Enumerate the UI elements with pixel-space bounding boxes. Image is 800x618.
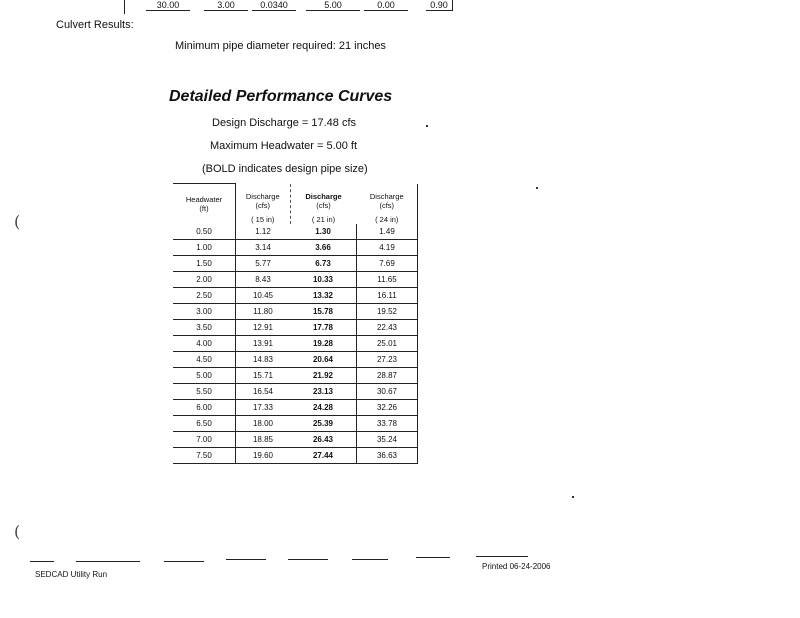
- culvert-results-label: Culvert Results:: [56, 19, 134, 31]
- discharge-21-cell: 17.78: [290, 320, 357, 336]
- discharge-24-cell: 33.78: [357, 416, 418, 432]
- discharge-24-cell: 22.43: [357, 320, 418, 336]
- header-line: ( 24 in): [375, 215, 399, 224]
- table-row: [173, 224, 418, 240]
- header-line: ( 21 in): [311, 215, 336, 224]
- table-row: [173, 368, 418, 384]
- performance-table: [173, 183, 418, 464]
- header-discharge-15: [236, 184, 291, 225]
- table-row: [173, 416, 418, 432]
- header-line: Discharge: [369, 192, 404, 201]
- discharge-15-cell: 5.77: [236, 256, 291, 272]
- discharge-15-cell: 11.80: [236, 304, 291, 320]
- headwater-cell: 6.50: [173, 416, 236, 432]
- table-row: [173, 336, 418, 352]
- scan-speck: [426, 125, 428, 127]
- headwater-cell: 5.50: [173, 384, 236, 400]
- discharge-21-cell: 23.13: [290, 384, 357, 400]
- headwater-cell: 2.50: [173, 288, 236, 304]
- discharge-21-cell: 21.92: [290, 368, 357, 384]
- headwater-cell: 2.00: [173, 272, 236, 288]
- discharge-15-cell: 18.85: [236, 432, 291, 448]
- discharge-21-cell: 6.73: [290, 256, 357, 272]
- discharge-21-cell: 1.30: [290, 224, 357, 240]
- discharge-21-cell: 13.32: [290, 288, 357, 304]
- discharge-24-cell: 11.65: [357, 272, 418, 288]
- header-discharge-21: [290, 184, 357, 225]
- max-headwater: Maximum Headwater = 5.00 ft: [210, 140, 358, 152]
- footer-rule: [226, 559, 266, 560]
- discharge-15-cell: 1.12: [236, 224, 291, 240]
- footer-rule: [164, 561, 204, 562]
- discharge-24-cell: 1.49: [357, 224, 418, 240]
- cell: 0.00: [364, 0, 408, 11]
- discharge-21-cell: 19.28: [290, 336, 357, 352]
- discharge-21-cell: 26.43: [290, 432, 357, 448]
- header-line: ( 15 in): [251, 215, 275, 224]
- scan-speck: [572, 496, 574, 498]
- headwater-cell: 3.50: [173, 320, 236, 336]
- header-discharge-24: [357, 184, 418, 225]
- discharge-15-cell: 8.43: [236, 272, 291, 288]
- headwater-cell: 3.00: [173, 304, 236, 320]
- header-line: (ft): [199, 204, 209, 213]
- discharge-15-cell: 19.60: [236, 448, 291, 464]
- footer-rule: [476, 556, 528, 557]
- discharge-15-cell: 10.45: [236, 288, 291, 304]
- headwater-cell: 0.50: [173, 224, 236, 240]
- table-body: [173, 224, 418, 464]
- footer-rule: [352, 559, 388, 560]
- discharge-24-cell: 16.11: [357, 288, 418, 304]
- cell: 0.90: [426, 0, 453, 11]
- headwater-cell: 7.50: [173, 448, 236, 464]
- discharge-24-cell: 35.24: [357, 432, 418, 448]
- header-line: (cfs): [379, 201, 395, 210]
- table-header-row: [173, 184, 418, 225]
- footer-right: Printed 06-24-2006: [482, 562, 551, 571]
- table-row: [173, 352, 418, 368]
- cell: 5.00: [306, 0, 360, 11]
- headwater-cell: 1.00: [173, 240, 236, 256]
- table-row: [173, 272, 418, 288]
- headwater-cell: 4.50: [173, 352, 236, 368]
- table-row: [173, 400, 418, 416]
- discharge-24-cell: 36.63: [357, 448, 418, 464]
- table-row: [173, 240, 418, 256]
- discharge-15-cell: 17.33: [236, 400, 291, 416]
- headwater-cell: 4.00: [173, 336, 236, 352]
- header-line: (cfs): [255, 201, 271, 210]
- table-row: [173, 432, 418, 448]
- cell: 0.0340: [252, 0, 296, 11]
- bold-note: (BOLD indicates design pipe size): [202, 163, 368, 175]
- discharge-24-cell: 32.26: [357, 400, 418, 416]
- cell: 3.00: [204, 0, 248, 11]
- footer-left: SEDCAD Utility Run: [35, 570, 108, 579]
- min-pipe-text: Minimum pipe diameter required: 21 inches: [175, 40, 386, 52]
- header-line: (cfs): [316, 201, 331, 210]
- table-row: [173, 384, 418, 400]
- scan-mark: (: [14, 212, 21, 231]
- design-discharge: Design Discharge = 17.48 cfs: [212, 117, 356, 129]
- scan-mark: (: [14, 522, 21, 541]
- table-border: [124, 0, 126, 14]
- discharge-15-cell: 16.54: [236, 384, 291, 400]
- section-title: Detailed Performance Curves: [169, 88, 393, 105]
- scan-speck: [536, 187, 538, 189]
- discharge-21-cell: 20.64: [290, 352, 357, 368]
- headwater-cell: 5.00: [173, 368, 236, 384]
- discharge-21-cell: 24.28: [290, 400, 357, 416]
- discharge-15-cell: 12.91: [236, 320, 291, 336]
- discharge-15-cell: 3.14: [236, 240, 291, 256]
- headwater-cell: 7.00: [173, 432, 236, 448]
- table-row: [173, 256, 418, 272]
- discharge-24-cell: 28.87: [357, 368, 418, 384]
- footer-rule: [288, 559, 328, 560]
- header-line: Discharge: [245, 192, 280, 201]
- discharge-21-cell: 25.39: [290, 416, 357, 432]
- discharge-24-cell: 30.67: [357, 384, 418, 400]
- footer-rule: [30, 561, 54, 562]
- discharge-21-cell: 10.33: [290, 272, 357, 288]
- discharge-15-cell: 18.00: [236, 416, 291, 432]
- discharge-15-cell: 14.83: [236, 352, 291, 368]
- table-row: [173, 304, 418, 320]
- discharge-24-cell: 4.19: [357, 240, 418, 256]
- discharge-15-cell: 13.91: [236, 336, 291, 352]
- footer-rule: [76, 561, 140, 562]
- discharge-24-cell: 7.69: [357, 256, 418, 272]
- discharge-24-cell: 25.01: [357, 336, 418, 352]
- discharge-15-cell: 15.71: [236, 368, 291, 384]
- discharge-21-cell: 3.66: [290, 240, 357, 256]
- discharge-24-cell: 27.23: [357, 352, 418, 368]
- headwater-cell: 6.00: [173, 400, 236, 416]
- headwater-cell: 1.50: [173, 256, 236, 272]
- cell: 30.00: [146, 0, 190, 11]
- table-row: [173, 320, 418, 336]
- header-line: Discharge: [305, 192, 342, 201]
- discharge-21-cell: 27.44: [290, 448, 357, 464]
- footer-rule: [416, 557, 450, 558]
- header-line: Headwater: [185, 195, 223, 204]
- header-headwater: [173, 184, 236, 225]
- table-row: [173, 448, 418, 464]
- discharge-21-cell: 15.78: [290, 304, 357, 320]
- discharge-24-cell: 19.52: [357, 304, 418, 320]
- table-row: [173, 288, 418, 304]
